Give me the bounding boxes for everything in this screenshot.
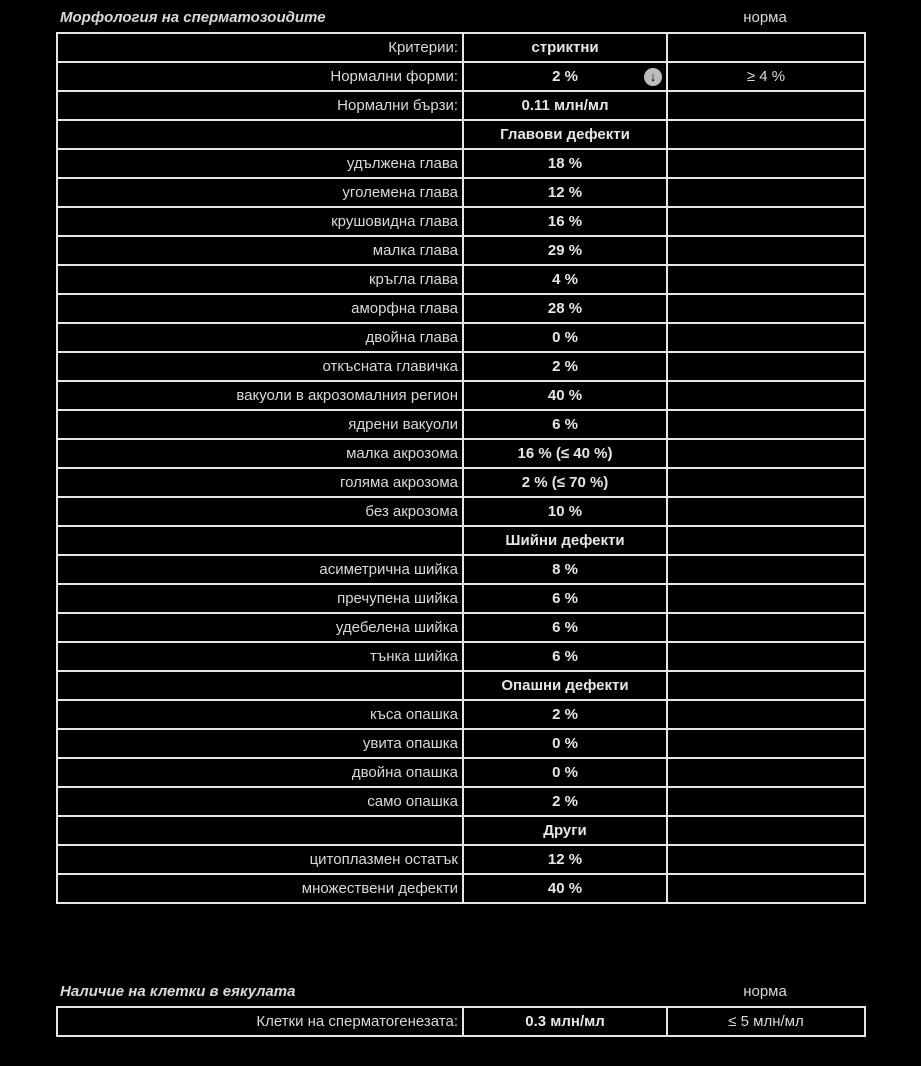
row-norm (667, 178, 865, 207)
row-label: двойна опашка (57, 758, 463, 787)
row-value (463, 381, 667, 410)
row-label: вакуоли в акрозомалния регион (57, 381, 463, 410)
row-norm (667, 642, 865, 671)
row-value-text: 16 % (547, 213, 583, 230)
row-label: цитоплазмен остатък (57, 845, 463, 874)
row-value (463, 787, 667, 816)
cells-section-header (60, 982, 866, 1002)
table-row (57, 1007, 865, 1036)
table-row (57, 294, 865, 323)
row-label: пречупена шийка (57, 584, 463, 613)
row-value-text: 6 % (552, 648, 578, 665)
row-norm (667, 584, 865, 613)
row-label (57, 120, 463, 149)
cells-norm-label: норма (743, 983, 787, 1000)
row-value (463, 439, 667, 468)
row-norm (667, 729, 865, 758)
table-row (57, 468, 865, 497)
row-norm (667, 845, 865, 874)
row-value-text: 2 % (≤ 70 %) (521, 474, 609, 491)
row-value (463, 149, 667, 178)
row-value-text: 2 % (552, 358, 578, 375)
table-row (57, 149, 865, 178)
table-row (57, 439, 865, 468)
row-value (463, 178, 667, 207)
row-norm (667, 236, 865, 265)
row-value-text: 12 % (547, 851, 583, 868)
row-norm (667, 526, 865, 555)
row-value (463, 816, 667, 845)
row-label: удължена глава (57, 149, 463, 178)
morphology-title: Морфология на сперматозоидите (60, 9, 326, 26)
row-label: множествени дефекти (57, 874, 463, 903)
row-value-text: 0 % (552, 735, 578, 752)
table-row (57, 381, 865, 410)
table-row (57, 874, 865, 903)
row-value-text: 0.3 млн/мл (525, 1013, 605, 1030)
row-label (57, 526, 463, 555)
row-value-text: 18 % (547, 155, 583, 172)
row-value-text: 16 % (≤ 40 %) (517, 445, 613, 462)
row-label (57, 671, 463, 700)
row-value-text: 6 % (552, 619, 578, 636)
row-value-text: 6 % (552, 590, 578, 607)
row-label: двойна глава (57, 323, 463, 352)
row-norm (667, 874, 865, 903)
row-value (463, 758, 667, 787)
row-value (463, 33, 667, 62)
row-value-text: 6 % (552, 416, 578, 433)
row-value-text: Шийни дефекти (505, 532, 625, 549)
table-row (57, 700, 865, 729)
cells-title: Наличие на клетки в еякулата (60, 983, 296, 1000)
row-value (463, 91, 667, 120)
morphology-section-header (60, 8, 866, 28)
row-label: малка глава (57, 236, 463, 265)
table-row (57, 120, 865, 149)
row-value (463, 62, 667, 91)
row-value-text: 0 % (552, 329, 578, 346)
row-label: Нормални бързи: (57, 91, 463, 120)
table-row (57, 526, 865, 555)
row-norm (667, 787, 865, 816)
row-value (463, 497, 667, 526)
table-row (57, 642, 865, 671)
row-value (463, 642, 667, 671)
table-row (57, 62, 865, 91)
row-label: къса опашка (57, 700, 463, 729)
row-norm: ≥ 4 % (667, 62, 865, 91)
table-row (57, 236, 865, 265)
table-row (57, 613, 865, 642)
morphology-table (56, 32, 866, 904)
table-row (57, 91, 865, 120)
row-value-text: 28 % (547, 300, 583, 317)
cells-table (56, 1006, 866, 1037)
row-norm (667, 294, 865, 323)
row-norm (667, 700, 865, 729)
row-norm (667, 265, 865, 294)
row-norm (667, 555, 865, 584)
row-norm (667, 468, 865, 497)
row-value-text: 2 % (552, 68, 578, 85)
row-value (463, 1007, 667, 1036)
row-value (463, 613, 667, 642)
table-row (57, 33, 865, 62)
row-value-text: 8 % (552, 561, 578, 578)
row-label: асиметрична шийка (57, 555, 463, 584)
row-value (463, 120, 667, 149)
row-label: Нормални форми: (57, 62, 463, 91)
table-row (57, 584, 865, 613)
row-value (463, 671, 667, 700)
row-label: удебелена шийка (57, 613, 463, 642)
table-row (57, 352, 865, 381)
row-label: уголемена глава (57, 178, 463, 207)
table-row (57, 178, 865, 207)
row-norm (667, 816, 865, 845)
row-value (463, 468, 667, 497)
row-value (463, 584, 667, 613)
row-label (57, 816, 463, 845)
row-value-text: стриктни (531, 39, 599, 56)
table-row (57, 816, 865, 845)
row-value-text: 10 % (547, 503, 583, 520)
row-value-text: 40 % (547, 880, 583, 897)
row-value (463, 874, 667, 903)
row-label: откъсната главичка (57, 352, 463, 381)
morphology-norm-label: норма (743, 9, 787, 26)
table-row (57, 671, 865, 700)
row-norm (667, 149, 865, 178)
table-row (57, 845, 865, 874)
row-label: кръгла глава (57, 265, 463, 294)
row-value (463, 410, 667, 439)
row-value-text: 0.11 млн/мл (521, 97, 609, 114)
table-row (57, 497, 865, 526)
table-row (57, 410, 865, 439)
row-norm (667, 381, 865, 410)
row-norm (667, 207, 865, 236)
row-norm: ≤ 5 млн/мл (667, 1007, 865, 1036)
row-norm (667, 91, 865, 120)
row-label: ядрени вакуоли (57, 410, 463, 439)
row-norm (667, 323, 865, 352)
row-value (463, 555, 667, 584)
row-value-text: 12 % (547, 184, 583, 201)
row-label: тънка шийка (57, 642, 463, 671)
row-value (463, 729, 667, 758)
row-value-text: 4 % (552, 271, 578, 288)
row-value-text: 2 % (552, 706, 578, 723)
row-label: Критерии: (57, 33, 463, 62)
arrow-down-circle-icon[interactable]: ↓ (644, 68, 662, 86)
row-value-text: Главови дефекти (500, 126, 630, 143)
row-value (463, 700, 667, 729)
table-row (57, 787, 865, 816)
row-norm (667, 120, 865, 149)
row-value (463, 845, 667, 874)
row-norm (667, 352, 865, 381)
row-label: голяма акрозома (57, 468, 463, 497)
row-label: малка акрозома (57, 439, 463, 468)
row-label: аморфна глава (57, 294, 463, 323)
row-value (463, 236, 667, 265)
table-row (57, 323, 865, 352)
row-label: без акрозома (57, 497, 463, 526)
row-value (463, 265, 667, 294)
row-label: Клетки на сперматогенезата: (57, 1007, 463, 1036)
row-value-text: 40 % (547, 387, 583, 404)
row-norm (667, 33, 865, 62)
row-norm (667, 497, 865, 526)
row-value (463, 207, 667, 236)
row-norm (667, 758, 865, 787)
row-value-text: Опашни дефекти (501, 677, 629, 694)
row-value-text: Други (543, 822, 587, 839)
row-norm (667, 410, 865, 439)
row-value-text: 2 % (552, 793, 578, 810)
row-norm (667, 439, 865, 468)
row-value (463, 526, 667, 555)
table-row (57, 758, 865, 787)
row-value (463, 323, 667, 352)
table-row (57, 265, 865, 294)
row-label: увита опашка (57, 729, 463, 758)
row-value (463, 294, 667, 323)
row-value (463, 352, 667, 381)
table-row (57, 207, 865, 236)
row-label: само опашка (57, 787, 463, 816)
row-norm (667, 671, 865, 700)
table-row (57, 555, 865, 584)
row-label: крушовидна глава (57, 207, 463, 236)
row-norm (667, 613, 865, 642)
table-row (57, 729, 865, 758)
row-value-text: 29 % (547, 242, 583, 259)
row-value-text: 0 % (552, 764, 578, 781)
